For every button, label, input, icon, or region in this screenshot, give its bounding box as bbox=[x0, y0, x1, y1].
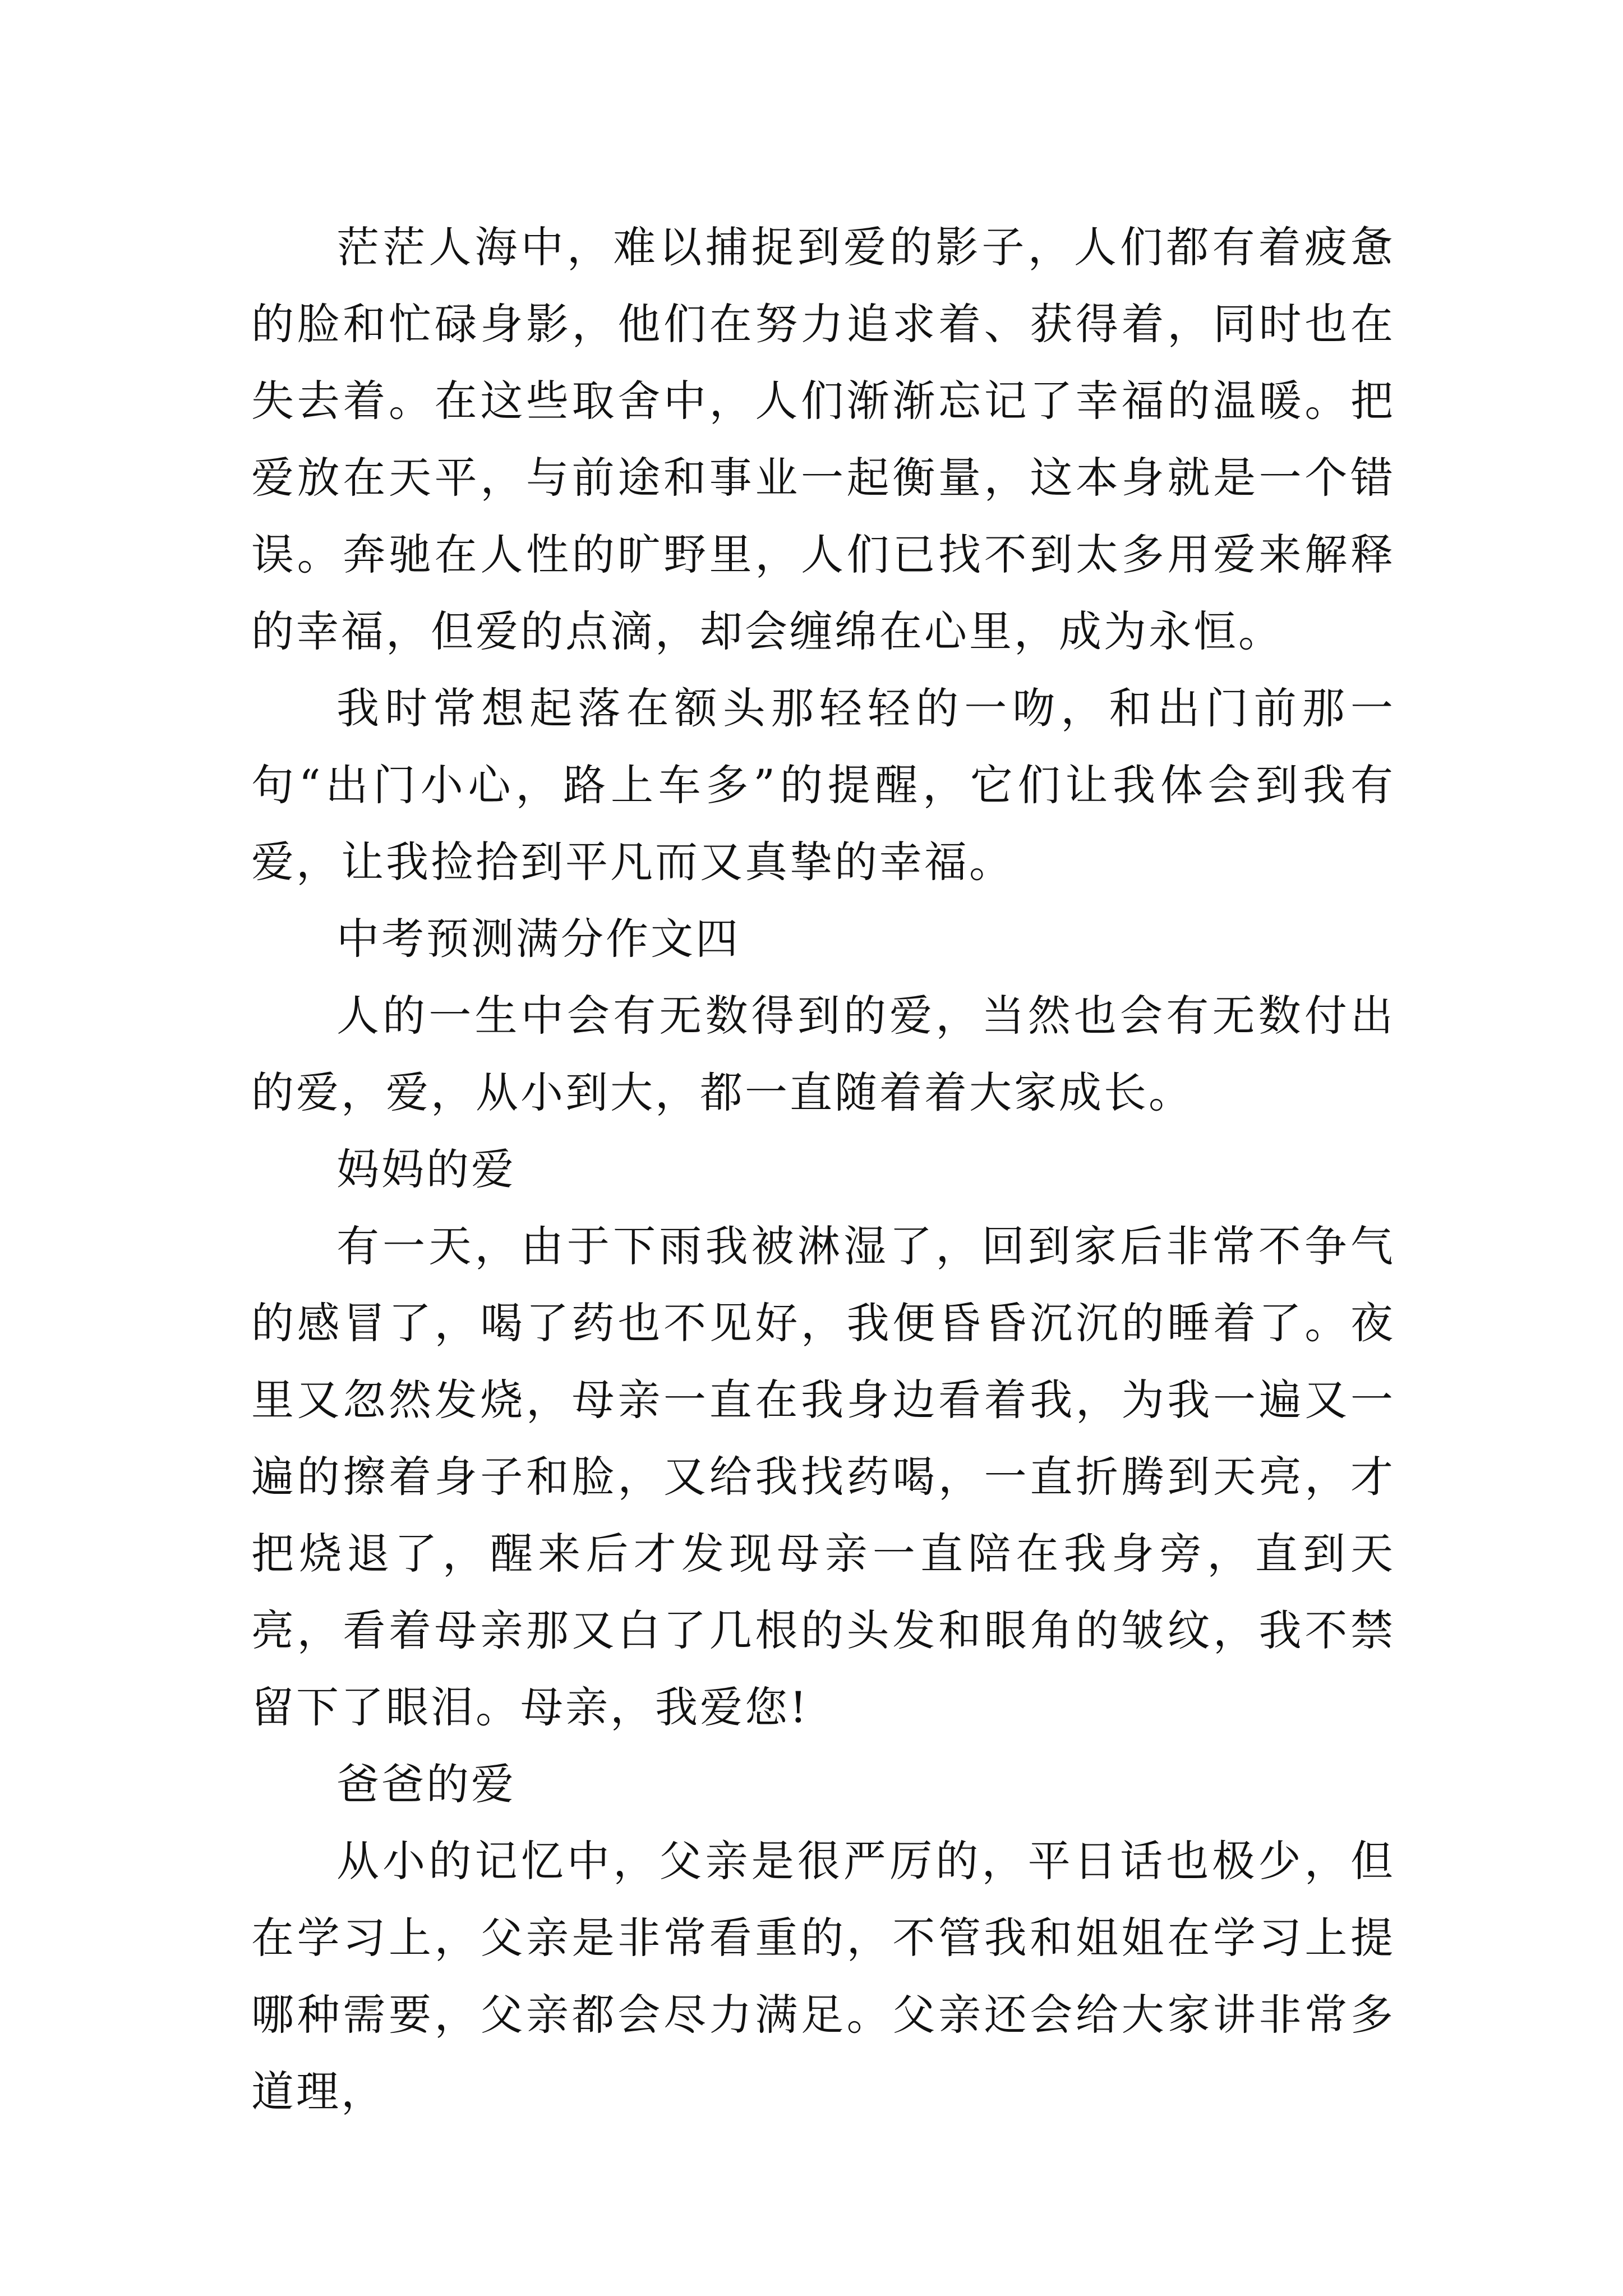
paragraph-3: 人的一生中会有无数得到的爱，当然也会有无数付出的爱，爱，从小到大，都一直随着着大家成长。 bbox=[251, 991, 1395, 1117]
document-body bbox=[251, 209, 1395, 2130]
paragraph-1: 茫茫人海中，难以捕捉到爱的影子，人们都有着疲惫的脸和忙碌身影，他们在努力追求着、获得着，同时也在失去着。在这些取舍中，人们渐渐忘记了幸福的温暖。把爱放在天平，与前途和事业一起衡量，这本身就是一个错误。奔驰在人性的旷野里，人们已找不到太多用爱来解释的幸福，但爱的点滴，却会缠绵在心里，成为永恒。 bbox=[251, 222, 1395, 656]
paragraph-2: 我时常想起落在额头那轻轻的一吻，和出门前那一句“出门小心，路上车多”的提醒，它们让我体会到我有爱，让我捡拾到平凡而又真挚的幸福。 bbox=[251, 683, 1395, 887]
section-heading-mother: 妈妈的爱 bbox=[336, 1144, 516, 1194]
paragraph-5: 从小的记忆中，父亲是很严厉的，平日话也极少，但在学习上，父亲是非常看重的，不管我和姐姐在学习上提哪种需要，父亲都会尽力满足。父亲还会给大家讲非常多道理， bbox=[251, 1836, 1395, 2116]
section-heading-father: 爸爸的爱 bbox=[336, 1759, 516, 1809]
section-heading-essay-four: 中考预测满分作文四 bbox=[336, 914, 740, 964]
paragraph-4: 有一天，由于下雨我被淋湿了，回到家后非常不争气的感冒了，喝了药也不见好，我便昏昏沉沉的睡着了。夜里又忽然发烧，母亲一直在我身边看着我，为我一遍又一遍的擦着身子和脸，又给我找药喝，一直折腾到天亮，才把烧退了，醒来后才发现母亲一直陪在我身旁，直到天亮，看着母亲那又白了几根的头发和眼角的皱纹，我不禁留下了眼泪。母亲，我爱您! bbox=[251, 1221, 1395, 1732]
